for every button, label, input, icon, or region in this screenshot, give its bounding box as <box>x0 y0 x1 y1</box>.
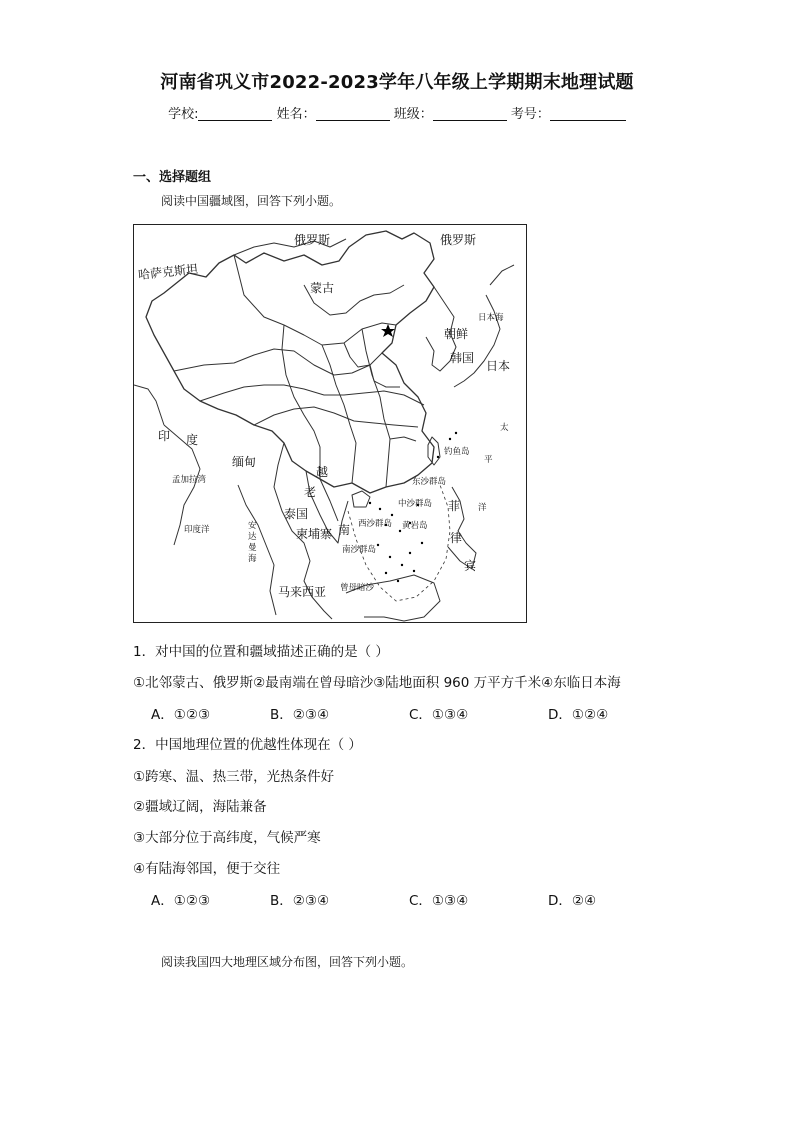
question-1-statements: ①北邻蒙古、俄罗斯②最南端在曾母暗沙③陆地面积 960 万平方千米④东临日本海 <box>133 675 621 691</box>
label-cambodia: 柬埔寨 <box>296 527 333 541</box>
label-sea-of-japan: 日本海 <box>478 313 504 323</box>
regions-intro-text: 阅读我国四大地理区域分布图，回答下列小题。 <box>161 955 414 969</box>
class-blank[interactable] <box>433 106 507 121</box>
label-pacific-3: 洋 <box>478 503 487 513</box>
label-vietnam-1: 越 <box>316 465 329 479</box>
q2-statement-4: ④有陆海邻国，便于交往 <box>133 861 281 877</box>
exam-number-label: 考号： <box>510 107 550 122</box>
map-intro-text: 阅读中国疆域图，回答下列小题。 <box>161 194 342 208</box>
q2-statement-1: ①跨寒、温、热三带，光热条件好 <box>133 769 335 785</box>
label-kazakhstan: 哈萨克斯坦 <box>137 261 199 283</box>
label-malaysia: 马来西亚 <box>278 585 327 599</box>
label-india-2: 度 <box>186 433 199 447</box>
school-label: 学校: <box>168 107 199 122</box>
label-pacific-2: 平 <box>484 455 493 465</box>
label-diaoyu-island: 钓鱼岛 <box>444 447 470 457</box>
label-andaman-sea: 安达曼海 <box>248 521 257 564</box>
label-indian-ocean: 印度洋 <box>184 525 210 535</box>
question-1-stem: 1．对中国的位置和疆域描述正确的是（ ） <box>133 644 389 660</box>
label-russia-northeast: 俄罗斯 <box>440 233 477 247</box>
q1-choice-b[interactable]: B．②③④ <box>270 707 330 723</box>
label-vietnam-2: 南 <box>338 523 351 537</box>
label-japan: 日本 <box>486 359 511 373</box>
q1-choice-c[interactable]: C．①③④ <box>409 707 469 723</box>
label-mongolia: 蒙古 <box>310 281 335 295</box>
q2-statement-2: ②疆域辽阔，海陆兼备 <box>133 799 267 815</box>
q2-choice-d[interactable]: D．②④ <box>548 893 597 909</box>
china-territory-map <box>133 224 527 623</box>
label-xisha-islands: 西沙群岛 <box>358 519 393 529</box>
label-south-korea: 韩国 <box>450 351 475 365</box>
label-philippines-3: 宾 <box>464 559 477 573</box>
label-north-korea: 朝鲜 <box>444 327 469 341</box>
name-blank[interactable] <box>316 106 390 121</box>
q1-choice-d[interactable]: D．①②④ <box>548 707 609 723</box>
school-blank[interactable] <box>198 106 272 121</box>
section-heading: 一、选择题组 <box>133 170 212 185</box>
label-philippines-1: 菲 <box>448 499 461 513</box>
label-bay-of-bengal: 孟加拉湾 <box>172 475 207 485</box>
label-zhongsha-islands: 中沙群岛 <box>398 499 433 509</box>
name-label: 姓名： <box>276 107 316 122</box>
label-philippines-2: 律 <box>450 531 463 545</box>
q2-statement-3: ③大部分位于高纬度，气候严寒 <box>133 830 321 846</box>
q2-choice-a[interactable]: A．①②③ <box>151 893 211 909</box>
q2-choice-c[interactable]: C．①③④ <box>409 893 469 909</box>
label-myanmar: 缅甸 <box>232 455 257 469</box>
label-laos: 老 <box>304 485 317 499</box>
label-nansha-islands: 南沙群岛 <box>342 545 377 555</box>
class-label: 班级： <box>393 107 433 122</box>
label-huangyan-island: 黄岩岛 <box>402 521 428 531</box>
question-2-stem: 2．中国地理位置的优越性体现在（ ） <box>133 737 362 753</box>
label-russia-north: 俄罗斯 <box>294 233 331 247</box>
exam-number-blank[interactable] <box>550 106 626 121</box>
label-pacific-1: 太 <box>500 423 509 433</box>
q1-choice-a[interactable]: A．①②③ <box>151 707 211 723</box>
label-dongsha-islands: 东沙群岛 <box>412 477 447 487</box>
student-info-line <box>0 103 794 122</box>
label-thailand: 泰国 <box>284 507 309 521</box>
label-zengmu-ansha: 曾母暗沙 <box>340 583 375 593</box>
q2-choice-b[interactable]: B．②③④ <box>270 893 330 909</box>
label-india-1: 印 <box>158 429 171 443</box>
page-title: 河南省巩义市2022-2023学年八年级上学期期末地理试题 <box>160 72 634 93</box>
